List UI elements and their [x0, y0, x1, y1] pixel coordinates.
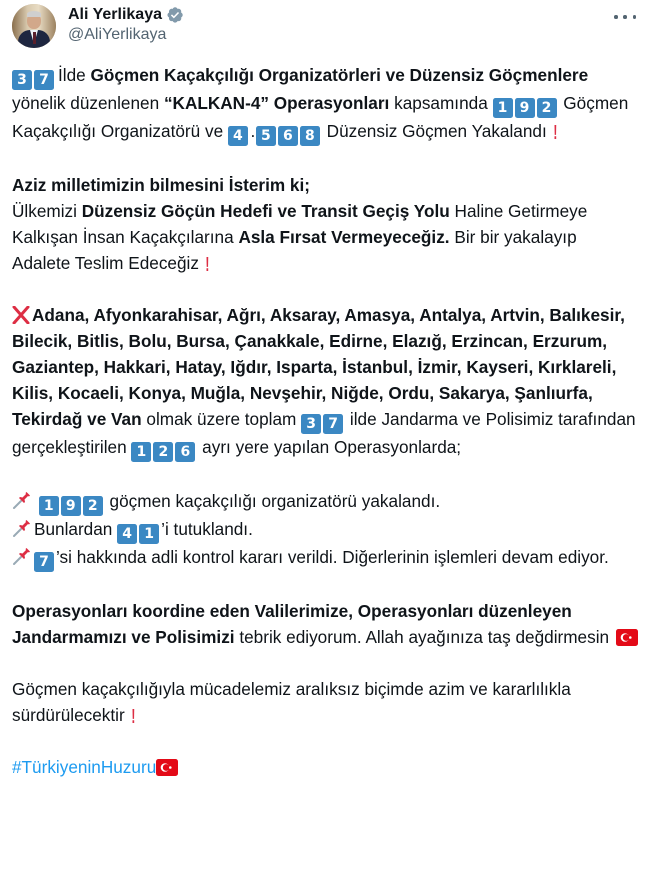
keycap-digit: 1: [493, 98, 513, 118]
keycap-digit: 7: [34, 552, 54, 572]
verified-badge-icon: [166, 6, 184, 24]
hashtag-link[interactable]: #TürkiyeninHuzuru: [12, 757, 157, 777]
keycap-digit: 4: [117, 524, 137, 544]
paragraph-closing: Göçmen kaçakçılığıyla mücadelemiz aralıksız biçimde azim ve kararlılıkla sürdürülecektir !: [12, 679, 571, 728]
paragraph-provinces: Adana, Afyonkarahisar, Ağrı, Aksaray, Amasya, Antalya, Artvin, Balıkesir, Bilecik, Bitlis, Bolu, Bursa, Çanakkale, Edirne, Elazığ, Erzincan, Erzurum, Gaziantep, Hakkari, Hatay, Iğdır, Isparta, İstanbul, İzmir, Kayseri, Kırklareli, Kilis, Kocaeli, Konya, Muğla, Nevşehir, Niğde, Ordu, Sakarya, Şanlıurfa, Tekirdağ ve Van olmak üzere toplam 3 7 ilde Jandarma ve Polisimiz tarafından gerçekleştirilen 1 2 6 ayrı yere yapılan Operasyonlarda;: [12, 305, 636, 460]
pushpin-icon: [12, 546, 32, 566]
exclamation-icon: !: [552, 122, 557, 144]
author-display-name[interactable]: Ali Yerlikaya: [68, 6, 162, 23]
keycap-digit: 9: [515, 98, 535, 118]
author-name-row: [68, 4, 184, 26]
keycap-digit: 1: [39, 496, 59, 516]
keycap-digit: 4: [228, 126, 248, 146]
pushpin-icon: [12, 490, 32, 510]
exclamation-icon: !: [130, 706, 135, 728]
keycap-digit: 3: [12, 70, 32, 90]
cross-mark-icon: [12, 306, 30, 324]
post-header: [12, 4, 638, 48]
avatar[interactable]: [12, 4, 56, 48]
keycap-digit: 5: [256, 126, 276, 146]
keycap-digit: 2: [83, 496, 103, 516]
paragraph-warning: Aziz milletimizin bilmesini İsterim ki; Ülkemizi Düzensiz Göçün Hedefi ve Transit Geçiş Yolu Haline Getirmeye Kalkışan İnsan Kaçakçılarına Asla Fırsat Vermeyeceğiz. Bir bir yakalayıp Adalete Teslim Edeceğiz !: [12, 175, 588, 276]
keycap-digit: 8: [300, 126, 320, 146]
keycap-digit: 7: [34, 70, 54, 90]
exclamation-icon: !: [205, 254, 210, 276]
keycap-digit: 2: [153, 442, 173, 462]
keycap-digit: 7: [323, 414, 343, 434]
keycap-digit: 1: [139, 524, 159, 544]
more-options-button[interactable]: [614, 10, 636, 24]
paragraph-intro: 3 7 İlde Göçmen Kaçakçılığı Organizatörleri ve Düzensiz Göçmenlere yönelik düzenlenen “KALKAN-4” Operasyonları kapsamında 1 9 2 Göçmen Kaçakçılığı Organizatörü ve 4 . 5 6 8 Düzensiz Göçmen Yakalandı !: [12, 65, 629, 144]
more-dot-icon: [633, 15, 637, 19]
keycap-digit: 3: [301, 414, 321, 434]
paragraph-results: 1 9 2 göçmen kaçakçılığı organizatörü yakalandı. Bunlardan 4 1 ’i tutuklandı. 7 ’si hakkında adli kontrol kararı verildi. Diğerlerinin işlemleri devam ediyor.: [12, 488, 638, 572]
post-text: [12, 62, 638, 780]
more-dot-icon: [614, 15, 618, 19]
keycap-digit: 2: [537, 98, 557, 118]
turkey-flag-icon: [156, 759, 178, 776]
paragraph-hashtag: [12, 754, 638, 780]
keycap-digit: 6: [175, 442, 195, 462]
keycap-digit: 9: [61, 496, 81, 516]
keycap-digit: 6: [278, 126, 298, 146]
paragraph-congrats: Operasyonları koordine eden Valilerimize, Operasyonları düzenleyen Jandarmamızı ve Polisimizi tebrik ediyorum. Allah ayağınıza taş değdirmesin: [12, 598, 638, 650]
pushpin-icon: [12, 518, 32, 538]
author-handle[interactable]: @AliYerlikaya: [68, 26, 167, 43]
turkey-flag-icon: [616, 629, 638, 646]
more-dot-icon: [623, 15, 627, 19]
keycap-digit: 1: [131, 442, 151, 462]
